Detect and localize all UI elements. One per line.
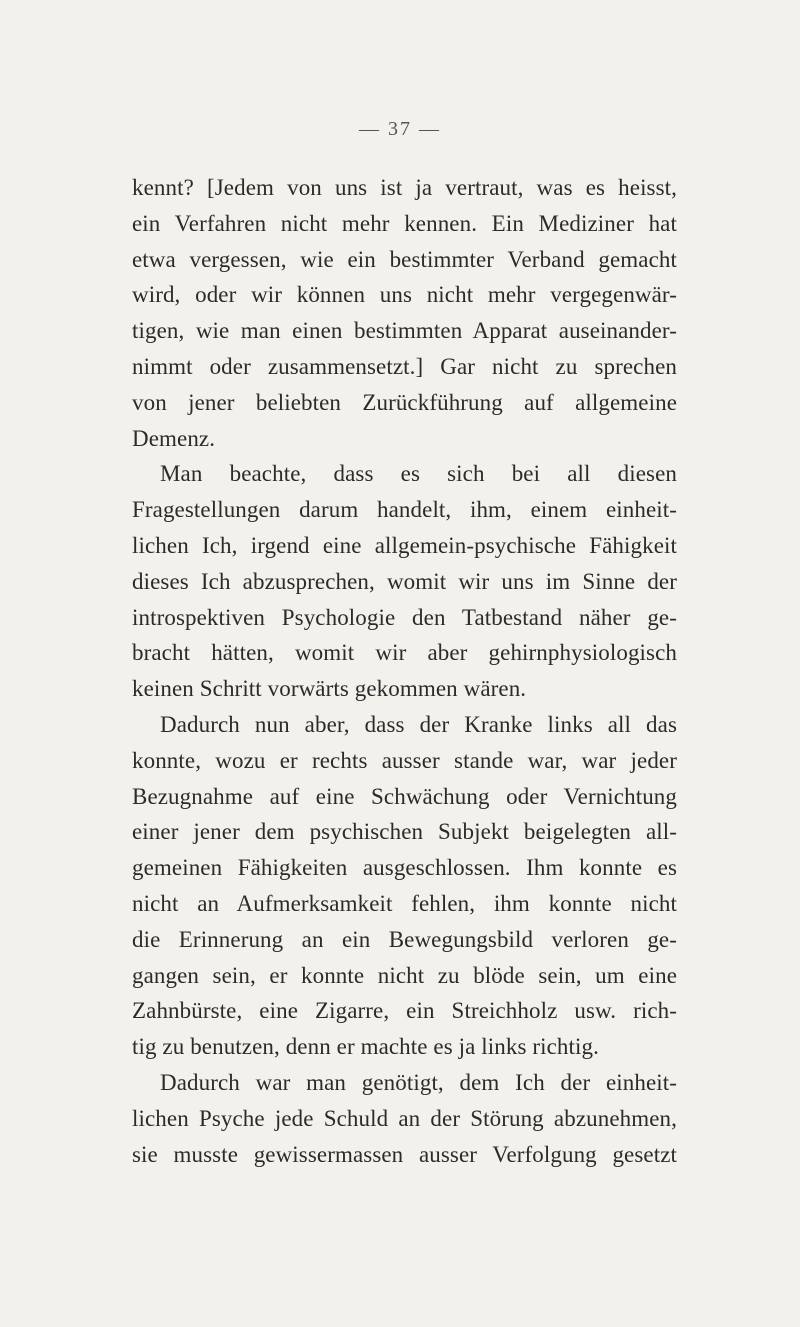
text-line: lichen Ich, irgend eine allgemein-psychische Fähigkeit [132, 532, 677, 558]
text-line: tig zu benutzen, denn er machte es ja links richtig. [132, 1034, 599, 1060]
text-line: Bezugnahme auf eine Schwächung oder Vernichtung [132, 783, 677, 809]
text-line: dieses Ich abzusprechen, womit wir uns im Sinne der [132, 568, 677, 594]
text-line: Dadurch nun aber, dass der Kranke links all das [160, 711, 677, 737]
text-line: Demenz. [132, 425, 216, 451]
text-line: gangen sein, er konnte nicht zu blöde sein, um eine [132, 962, 677, 988]
text-line: die Erinnerung an ein Bewegungsbild verloren ge- [132, 926, 677, 952]
text-line: Fragestellungen darum handelt, ihm, einem einheit- [132, 497, 677, 523]
text-line: Zahnbürste, eine Zigarre, ein Streichholz usw. rich- [132, 998, 677, 1024]
body-text [132, 170, 677, 1172]
text-line: einer jener dem psychischen Subjekt beigelegten all- [132, 819, 677, 845]
text-line: wird, oder wir können uns nicht mehr vergegenwär- [132, 282, 677, 308]
text-line: nicht an Aufmerksamkeit fehlen, ihm konnte nicht [132, 890, 677, 916]
text-line: nimmt oder zusammensetzt.] Gar nicht zu sprechen [132, 353, 677, 379]
text-line: Dadurch war man genötigt, dem Ich der einheit- [160, 1069, 677, 1095]
text-line: introspektiven Psychologie den Tatbestand näher ge- [132, 604, 677, 630]
text-line: sie musste gewissermassen ausser Verfolgung gesetzt [132, 1141, 677, 1167]
text-line: lichen Psyche jede Schuld an der Störung abzunehmen, [132, 1105, 677, 1131]
text-line: tigen, wie man einen bestimmten Apparat auseinander- [132, 318, 677, 344]
text-line: ein Verfahren nicht mehr kennen. Ein Mediziner hat [132, 210, 677, 236]
page-number: — 37 — [359, 118, 441, 140]
text-line: Man beachte, dass es sich bei all diesen [160, 461, 677, 487]
text-line: von jener beliebten Zurückführung auf allgemeine [132, 389, 677, 415]
text-line: gemeinen Fähigkeiten ausgeschlossen. Ihm konnte es [132, 855, 677, 881]
text-line: bracht hätten, womit wir aber gehirnphysiologisch [132, 640, 677, 666]
text-line: kennt? [Jedem von uns ist ja vertraut, was es heisst, [132, 175, 677, 200]
text-line: keinen Schritt vorwärts gekommen wären. [132, 676, 527, 702]
text-line: etwa vergessen, wie ein bestimmter Verband gemacht [132, 246, 677, 272]
text-line: konnte, wozu er rechts ausser stande war, war jeder [132, 747, 677, 773]
